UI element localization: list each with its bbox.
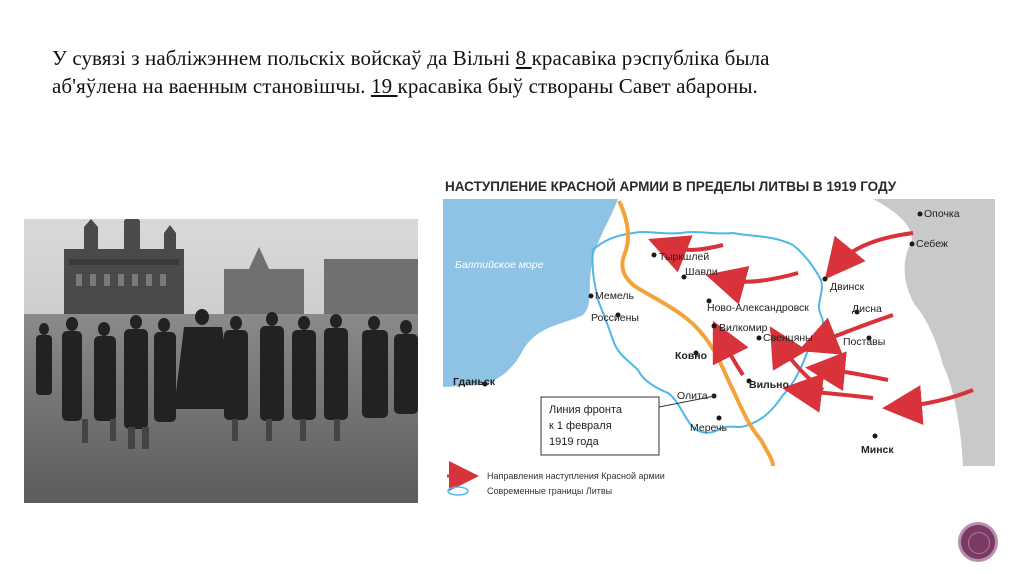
city-sventsyany: Свенцяны bbox=[763, 332, 813, 344]
text-segment: красавіка быў створаны Савет абароны. bbox=[397, 74, 758, 98]
text-line-1 bbox=[52, 44, 952, 72]
city-merech: Меречь bbox=[690, 422, 727, 434]
city-tyrkshlei: Тыркшлей bbox=[659, 251, 710, 263]
city-vilno: Вильно bbox=[749, 379, 789, 391]
text-segment: . bbox=[360, 74, 371, 98]
text-line-2 bbox=[52, 72, 952, 100]
city-memel: Мемель bbox=[595, 290, 635, 302]
historical-photo bbox=[24, 219, 418, 503]
city-olita: Олита bbox=[677, 390, 708, 402]
historical-map bbox=[443, 175, 995, 502]
map-body bbox=[443, 199, 995, 466]
legend-attack: Направления наступления Красной армии bbox=[487, 471, 665, 481]
city-opochka: Опочка bbox=[924, 208, 960, 220]
city-postavy: Поставы bbox=[843, 336, 886, 348]
callout-line-1: Линия фронта bbox=[549, 404, 622, 416]
sea-label: Балтийское море bbox=[455, 259, 544, 271]
text-segment: У сувязі з набліжэннем польскіх войскаў да Вільні bbox=[52, 46, 516, 70]
map-title: НАСТУПЛЕНИЕ КРАСНОЙ АРМИИ В ПРЕДЕЛЫ ЛИТВЫ В 1919 ГОДУ bbox=[445, 179, 897, 194]
underlined-date: 8 bbox=[515, 46, 532, 70]
city-dvinsk: Двинск bbox=[830, 281, 865, 293]
city-shavli: Шавли bbox=[685, 266, 718, 278]
slide-nav-button[interactable] bbox=[958, 522, 998, 562]
callout-line-2: к 1 февраля bbox=[549, 420, 612, 432]
city-disna: Дисна bbox=[852, 303, 882, 315]
city-rossieny: Россиены bbox=[591, 312, 639, 324]
text-segment: аб'яўлена на ваенным становішчы bbox=[52, 74, 361, 98]
text-segment: красавіка рэспубліка была bbox=[531, 46, 770, 70]
callout-line-3: 1919 года bbox=[549, 436, 599, 448]
map-legend bbox=[447, 471, 665, 496]
underlined-date: 19 bbox=[370, 74, 398, 98]
city-minsk: Минск bbox=[861, 444, 894, 456]
city-vilkomir: Вилкомир bbox=[719, 322, 768, 334]
legend-borders: Современные границы Литвы bbox=[487, 486, 613, 496]
city-kovno: Ковно bbox=[675, 350, 708, 362]
city-novo-alexandrovsk: Ново-Александровск bbox=[707, 302, 809, 314]
slide-text bbox=[52, 44, 952, 100]
city-sebezh: Себеж bbox=[916, 238, 948, 250]
city-gdansk: Гданьск bbox=[453, 376, 495, 388]
